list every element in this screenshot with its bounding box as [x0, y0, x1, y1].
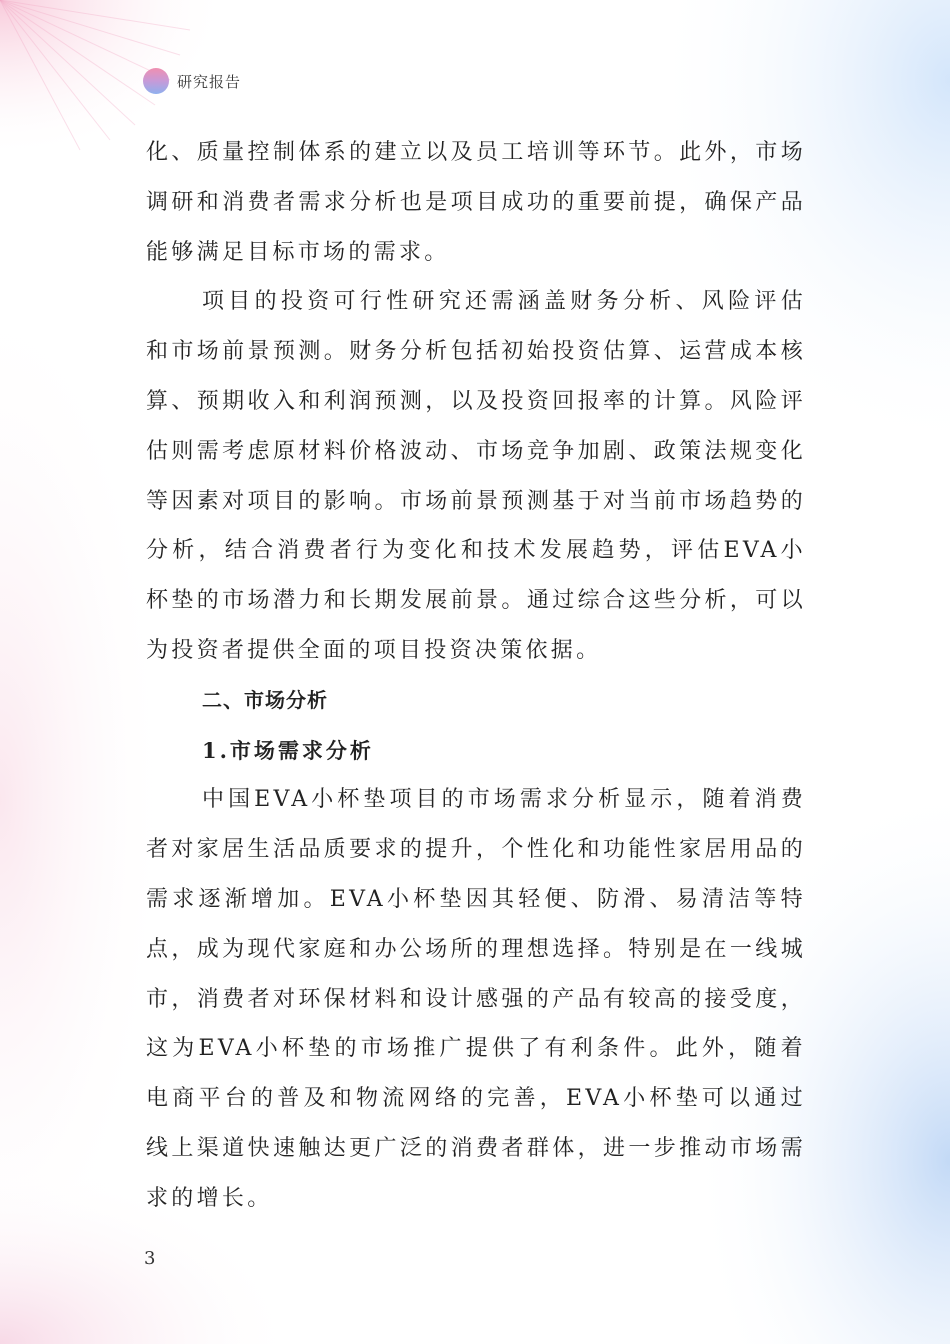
- page-number: 3: [144, 1248, 156, 1269]
- logo-circle-icon: [143, 68, 169, 94]
- report-header: [143, 66, 241, 96]
- section-heading: 二、市场分析: [202, 687, 328, 712]
- body-paragraph-2: 项目的投资可行性研究还需涵盖财务分析、风险评估和市场前景预测。财务分析包括初始投资估算、运营成本核算、预期收入和利润预测，以及投资回报率的计算。风险评估则需考虑原材料价格波动、市场竞争加剧、政策法规变化等因素对项目的影响。市场前景预测基于对当前市场趋势的分析，结合消费者行为变化和技术发展趋势，评估EVA小杯垫的市场潜力和长期发展前景。通过综合这些分析，可以为投资者提供全面的项目投资决策依据。: [146, 289, 806, 663]
- document-body: [146, 128, 806, 1224]
- body-paragraph-3: 中国EVA小杯垫项目的市场需求分析显示，随着消费者对家居生活品质要求的提升，个性化和功能性家居用品的需求逐渐增加。EVA小杯垫因其轻便、防滑、易清洁等特点，成为现代家庭和办公场所的理想选择。特别是在一线城市，消费者对环保材料和设计感强的产品有较高的接受度，这为EVA小杯垫的市场推广提供了有利条件。此外，随着电商平台的普及和物流网络的完善，EVA小杯垫可以通过线上渠道快速触达更广泛的消费者群体，进一步推动市场需求的增长。: [146, 787, 806, 1211]
- subsection-heading: 1.市场需求分析: [202, 737, 374, 763]
- body-paragraph-1: 化、质量控制体系的建立以及员工培训等环节。此外，市场调研和消费者需求分析也是项目成功的重要前提，确保产品能够满足目标市场的需求。: [146, 140, 806, 265]
- header-label: 研究报告: [177, 72, 242, 91]
